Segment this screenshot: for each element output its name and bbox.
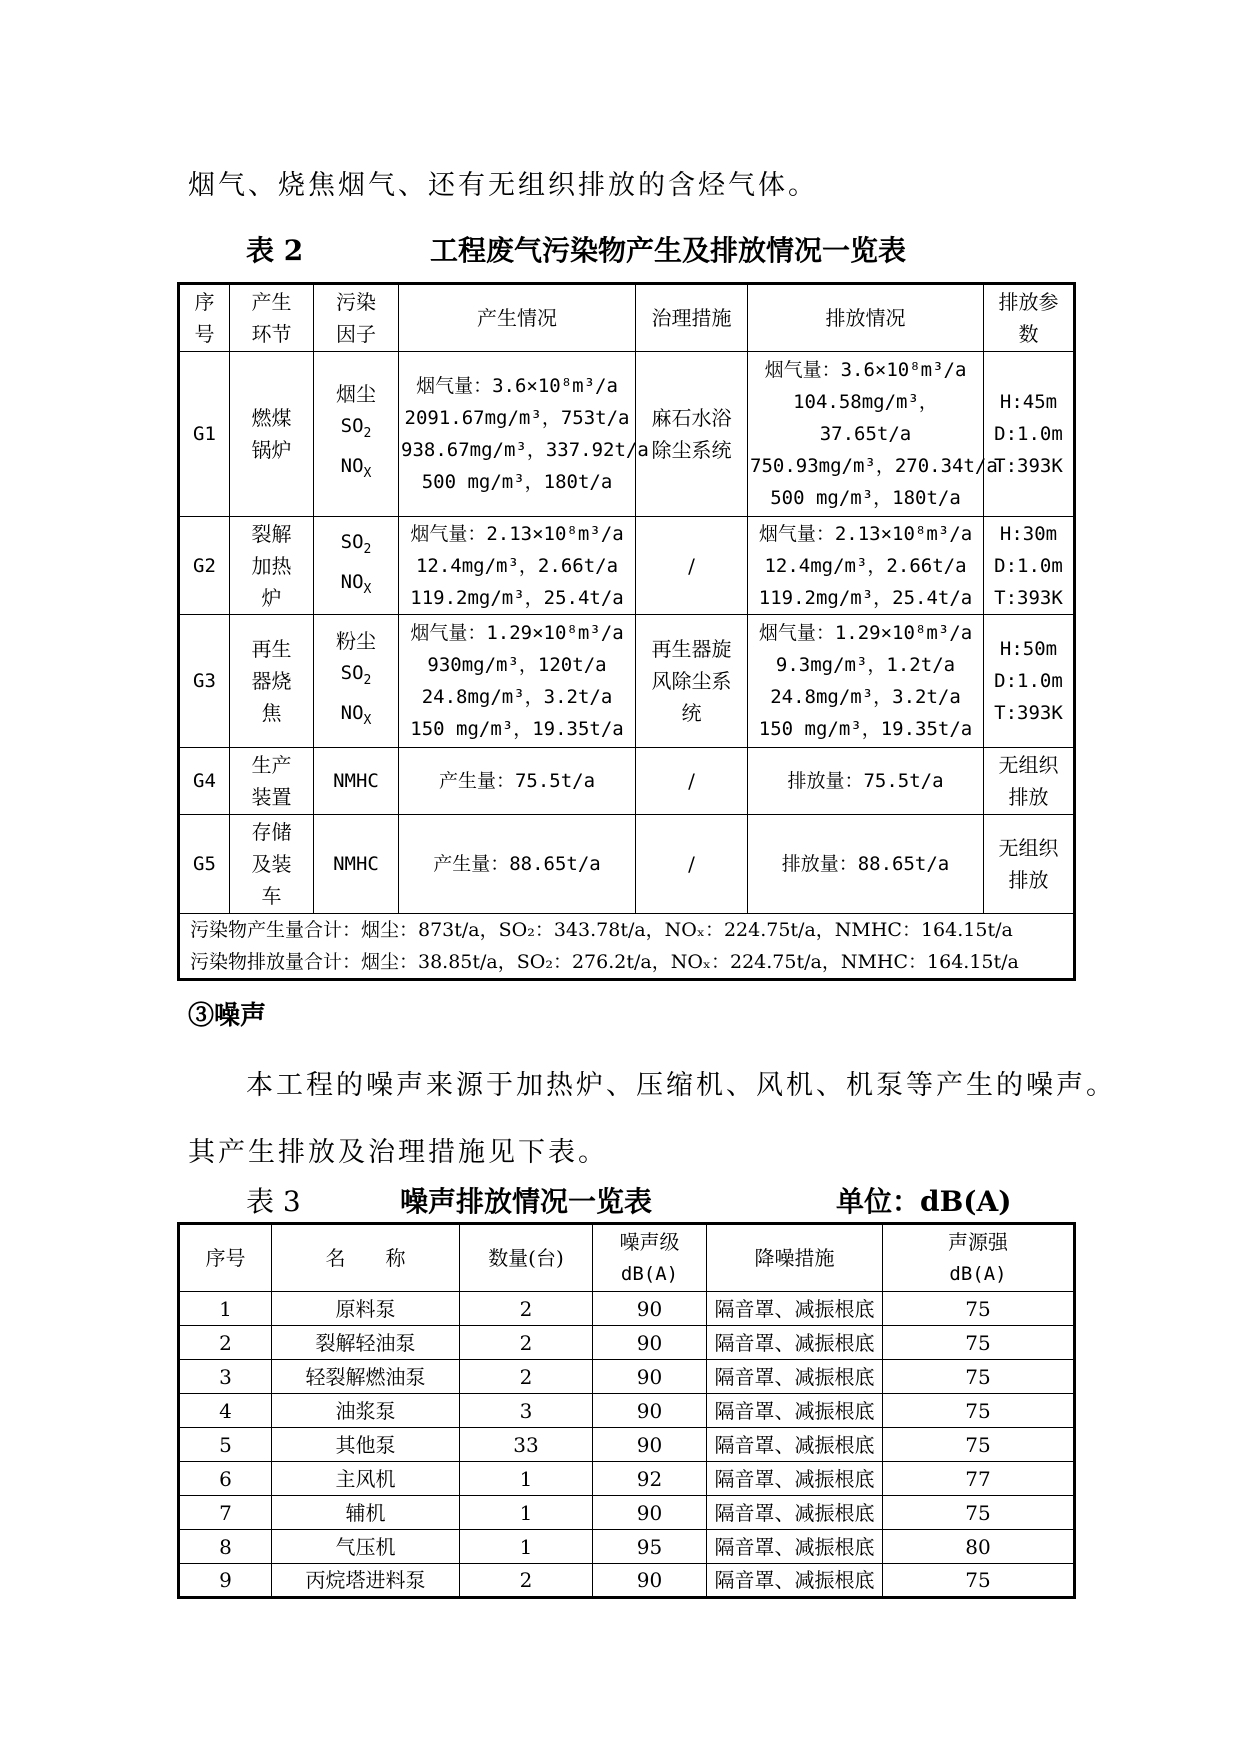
cell-name: 主风机 <box>272 1462 460 1496</box>
cell-seq: 6 <box>179 1462 272 1496</box>
cell-seq: 4 <box>179 1394 272 1428</box>
cell-level: 90 <box>593 1564 707 1598</box>
row-factors: NMHC <box>314 815 399 914</box>
row-measures: / <box>636 748 748 815</box>
cell-measure: 隔音罩、减振根底 <box>707 1292 883 1326</box>
cell-qty: 1 <box>460 1496 593 1530</box>
cell-level: 90 <box>593 1394 707 1428</box>
cell-source: 75 <box>883 1326 1075 1360</box>
cell-measure: 隔音罩、减振根底 <box>707 1496 883 1530</box>
table3-title: 噪声排放情况一览表 <box>400 1185 653 1218</box>
table3-header-row <box>179 1224 1075 1292</box>
cell-qty: 3 <box>460 1394 593 1428</box>
header-params: 排放参 数 <box>984 284 1075 352</box>
header-name: 名 称 <box>272 1224 460 1292</box>
cell-level: 90 <box>593 1496 707 1530</box>
cell-source: 77 <box>883 1462 1075 1496</box>
header-emission: 排放情况 <box>748 284 984 352</box>
row-id: G5 <box>179 815 230 914</box>
table2-header-row <box>179 284 1075 352</box>
totals-row <box>179 914 1075 980</box>
table-row <box>179 1326 1075 1360</box>
cell-measure: 隔音罩、减振根底 <box>707 1394 883 1428</box>
cell-source: 75 <box>883 1428 1075 1462</box>
cell-source: 80 <box>883 1530 1075 1564</box>
row-measures: / <box>636 815 748 914</box>
row-factors: 粉尘 $SO_2$ $NO_X$ <box>314 615 399 748</box>
cell-seq: 8 <box>179 1530 272 1564</box>
intro-line: 烟气、烧焦烟气、还有无组织排放的含烃气体。 <box>188 170 818 201</box>
total-generation: 污染物产生量合计：烟尘：873t/a，SO₂：343.78t/a，NOₓ：224.75t/a，NMHC：164.15t/a <box>190 919 1013 941</box>
header-measures: 治理措施 <box>636 284 748 352</box>
cell-level: 92 <box>593 1462 707 1496</box>
row-stage: 再生 器烧 焦 <box>230 615 314 748</box>
cell-seq: 1 <box>179 1292 272 1326</box>
table2-number: 表 2 <box>246 234 304 267</box>
noise-table <box>177 1222 1076 1599</box>
row-factors: NMHC <box>314 748 399 815</box>
table-row <box>179 1394 1075 1428</box>
cell-qty: 1 <box>460 1462 593 1496</box>
row-generation: 烟气量：1.29×10⁸m³/a 930mg/m³，120t/a 24.8mg/m³，3.2t/a 150 mg/m³，19.35t/a <box>399 615 636 748</box>
cell-qty: 1 <box>460 1530 593 1564</box>
table2-title: 工程废气污染物产生及排放情况一览表 <box>430 234 907 267</box>
row-params: 无组织 排放 <box>984 815 1075 914</box>
total-emission: 污染物排放量合计：烟尘：38.85t/a，SO₂：276.2t/a，NOₓ：224.75t/a，NMHC：164.15t/a <box>190 951 1019 973</box>
header-seq: 序 号 <box>179 284 230 352</box>
row-params: 无组织 排放 <box>984 748 1075 815</box>
header-generation: 产生情况 <box>399 284 636 352</box>
table-row <box>179 517 1075 615</box>
row-measures: / <box>636 517 748 615</box>
table-row <box>179 748 1075 815</box>
cell-name: 辅机 <box>272 1496 460 1530</box>
row-measures: 再生器旋 风除尘系 统 <box>636 615 748 748</box>
cell-measure: 隔音罩、减振根底 <box>707 1530 883 1564</box>
cell-name: 轻裂解燃油泵 <box>272 1360 460 1394</box>
row-id: G4 <box>179 748 230 815</box>
noise-paragraph-1: 本工程的噪声来源于加热炉、压缩机、风机、机泵等产生的噪声。 <box>246 1070 1116 1101</box>
row-generation: 产生量：75.5t/a <box>399 748 636 815</box>
cell-seq: 9 <box>179 1564 272 1598</box>
cell-level: 90 <box>593 1360 707 1394</box>
table-row <box>179 1462 1075 1496</box>
cell-measure: 隔音罩、减振根底 <box>707 1428 883 1462</box>
cell-source: 75 <box>883 1496 1075 1530</box>
table-row <box>179 1292 1075 1326</box>
row-id: G3 <box>179 615 230 748</box>
header-source: 声源强 dB(A) <box>883 1224 1075 1292</box>
cell-measure: 隔音罩、减振根底 <box>707 1462 883 1496</box>
totals-cell <box>179 914 1075 980</box>
noise-paragraph-2: 其产生排放及治理措施见下表。 <box>188 1137 608 1168</box>
row-factors: $SO_2$ $NO_X$ <box>314 517 399 615</box>
cell-source: 75 <box>883 1360 1075 1394</box>
table-row <box>179 1360 1075 1394</box>
header-seq: 序号 <box>179 1224 272 1292</box>
cell-name: 丙烷塔进料泵 <box>272 1564 460 1598</box>
cell-qty: 2 <box>460 1292 593 1326</box>
cell-level: 90 <box>593 1326 707 1360</box>
cell-level: 90 <box>593 1428 707 1462</box>
row-generation: 烟气量：2.13×10⁸m³/a 12.4mg/m³，2.66t/a 119.2mg/m³，25.4t/a <box>399 517 636 615</box>
row-stage: 生产 装置 <box>230 748 314 815</box>
cell-seq: 2 <box>179 1326 272 1360</box>
table-row <box>179 1564 1075 1598</box>
noise-heading: ③噪声 <box>188 1001 267 1031</box>
row-emission: 烟气量：2.13×10⁸m³/a 12.4mg/m³，2.66t/a 119.2mg/m³，25.4t/a <box>748 517 984 615</box>
cell-qty: 2 <box>460 1326 593 1360</box>
table3-number: 表 3 <box>246 1185 301 1218</box>
row-emission: 排放量：75.5t/a <box>748 748 984 815</box>
header-factor: 污染 因子 <box>314 284 399 352</box>
cell-name: 裂解轻油泵 <box>272 1326 460 1360</box>
row-stage: 存储 及装 车 <box>230 815 314 914</box>
row-stage: 裂解 加热 炉 <box>230 517 314 615</box>
row-emission: 烟气量：3.6×10⁸m³/a 104.58mg/m³， 37.65t/a 750.93mg/m³，270.34t/a 500 mg/m³，180t/a <box>748 352 984 517</box>
cell-measure: 隔音罩、减振根底 <box>707 1360 883 1394</box>
cell-source: 75 <box>883 1394 1075 1428</box>
cell-seq: 5 <box>179 1428 272 1462</box>
table-row <box>179 1530 1075 1564</box>
row-id: G1 <box>179 352 230 517</box>
cell-measure: 隔音罩、减振根底 <box>707 1326 883 1360</box>
table-row <box>179 1496 1075 1530</box>
cell-measure: 隔音罩、减振根底 <box>707 1564 883 1598</box>
cell-qty: 2 <box>460 1360 593 1394</box>
cell-seq: 3 <box>179 1360 272 1394</box>
cell-qty: 2 <box>460 1564 593 1598</box>
cell-name: 其他泵 <box>272 1428 460 1462</box>
cell-source: 75 <box>883 1564 1075 1598</box>
row-params: H:45m D:1.0m T:393K <box>984 352 1075 517</box>
table3-unit: 单位：dB(A) <box>836 1185 1012 1218</box>
row-factors: 烟尘 $SO_2$ $NO_X$ <box>314 352 399 517</box>
cell-source: 75 <box>883 1292 1075 1326</box>
row-params: H:50m D:1.0m T:393K <box>984 615 1075 748</box>
row-emission: 烟气量：1.29×10⁸m³/a 9.3mg/m³，1.2t/a 24.8mg/m³，3.2t/a 150 mg/m³，19.35t/a <box>748 615 984 748</box>
cell-name: 油浆泵 <box>272 1394 460 1428</box>
cell-seq: 7 <box>179 1496 272 1530</box>
row-params: H:30m D:1.0m T:393K <box>984 517 1075 615</box>
row-emission: 排放量：88.65t/a <box>748 815 984 914</box>
cell-qty: 33 <box>460 1428 593 1462</box>
table-row <box>179 815 1075 914</box>
row-measures: 麻石水浴 除尘系统 <box>636 352 748 517</box>
cell-name: 原料泵 <box>272 1292 460 1326</box>
cell-name: 气压机 <box>272 1530 460 1564</box>
header-measure: 降噪措施 <box>707 1224 883 1292</box>
row-generation: 产生量：88.65t/a <box>399 815 636 914</box>
table-row <box>179 352 1075 517</box>
row-id: G2 <box>179 517 230 615</box>
header-qty: 数量(台) <box>460 1224 593 1292</box>
row-generation: 烟气量：3.6×10⁸m³/a 2091.67mg/m³，753t/a 938.67mg/m³，337.92t/a 500 mg/m³，180t/a <box>399 352 636 517</box>
table-row <box>179 615 1075 748</box>
cell-level: 90 <box>593 1292 707 1326</box>
header-level: 噪声级 dB(A) <box>593 1224 707 1292</box>
header-stage: 产生 环节 <box>230 284 314 352</box>
cell-level: 95 <box>593 1530 707 1564</box>
row-stage: 燃煤 锅炉 <box>230 352 314 517</box>
table-row <box>179 1428 1075 1462</box>
emissions-table <box>177 282 1076 981</box>
